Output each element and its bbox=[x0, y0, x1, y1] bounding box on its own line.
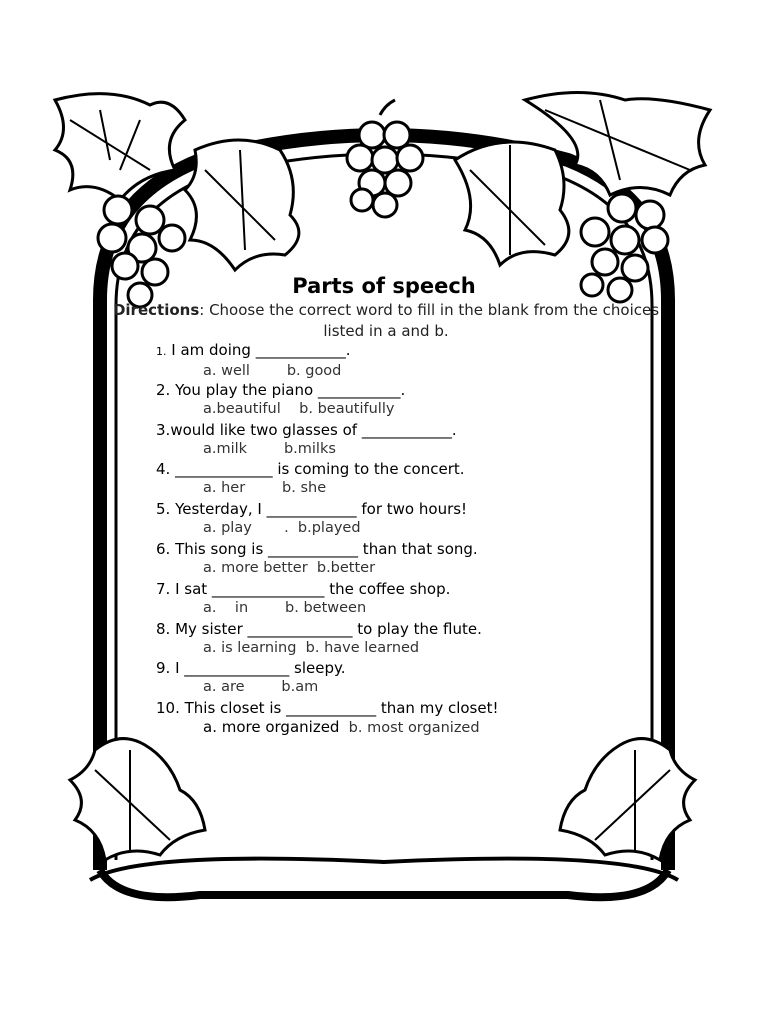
question-3 bbox=[156, 420, 636, 460]
question-number: 2. bbox=[156, 380, 171, 399]
question-text: This closet is ____________ than my closet! bbox=[179, 699, 499, 718]
directions-text: : Choose the correct word to fill in the blank from the choices listed in a and b. bbox=[199, 301, 660, 340]
answer-options bbox=[203, 718, 636, 737]
question-number: 1. bbox=[156, 345, 167, 358]
answer-options: a. well b. good bbox=[203, 363, 342, 379]
question-8 bbox=[156, 619, 636, 659]
question-text: I am doing ____________. bbox=[166, 341, 351, 359]
question-number: 3. bbox=[156, 420, 171, 439]
answer-options: a. play . b.played bbox=[203, 520, 361, 537]
option-b: b. most organized bbox=[339, 720, 480, 737]
question-text: Yesterday, I ____________ for two hours! bbox=[170, 500, 468, 519]
question-6 bbox=[156, 539, 636, 579]
grape-cluster-top-center bbox=[347, 100, 423, 217]
question-number: 5. bbox=[156, 500, 171, 519]
grape-leaf-top-right-2 bbox=[455, 142, 569, 265]
answer-options: a.beautiful b. beautifully bbox=[203, 400, 395, 417]
question-2 bbox=[156, 380, 636, 420]
grape-leaf-top-left-2 bbox=[185, 140, 299, 270]
question-9 bbox=[156, 658, 636, 698]
question-5 bbox=[156, 499, 636, 539]
question-text: This song is ____________ than that song. bbox=[170, 539, 478, 558]
worksheet-title: Parts of speech bbox=[292, 274, 476, 298]
answer-options: a. more better b.better bbox=[203, 559, 376, 576]
option-a: a. more organized bbox=[203, 718, 340, 737]
question-10 bbox=[156, 698, 636, 738]
answer-options: a. are b.am bbox=[203, 679, 319, 696]
question-number: 6. bbox=[156, 539, 171, 558]
directions-label: Directions bbox=[112, 301, 200, 319]
answer-options: a.milk b.milks bbox=[203, 440, 336, 457]
question-text: I sat _______________ the coffee shop. bbox=[170, 579, 451, 598]
directions bbox=[112, 300, 660, 342]
question-text: My sister ______________ to play the flute. bbox=[170, 619, 482, 638]
question-7 bbox=[156, 579, 636, 619]
question-number: 8. bbox=[156, 619, 171, 638]
question-text: would like two glasses of ____________. bbox=[170, 420, 457, 439]
question-4 bbox=[156, 459, 636, 499]
question-number: 10. bbox=[156, 699, 180, 718]
question-text: I ______________ sleepy. bbox=[170, 659, 346, 678]
question-1 bbox=[156, 340, 636, 380]
question-number: 4. bbox=[156, 460, 171, 479]
question-text: _____________ is coming to the concert. bbox=[170, 460, 465, 479]
question-number: 7. bbox=[156, 579, 171, 598]
grape-leaf-bottom-left bbox=[70, 739, 205, 860]
question-text: You play the piano ___________. bbox=[170, 380, 406, 399]
question-number: 9. bbox=[156, 659, 171, 678]
answer-options: a. is learning b. have learned bbox=[203, 639, 420, 656]
answer-options: a. her b. she bbox=[203, 480, 327, 497]
answer-options: a. in b. between bbox=[203, 599, 367, 616]
question-list bbox=[156, 340, 636, 738]
